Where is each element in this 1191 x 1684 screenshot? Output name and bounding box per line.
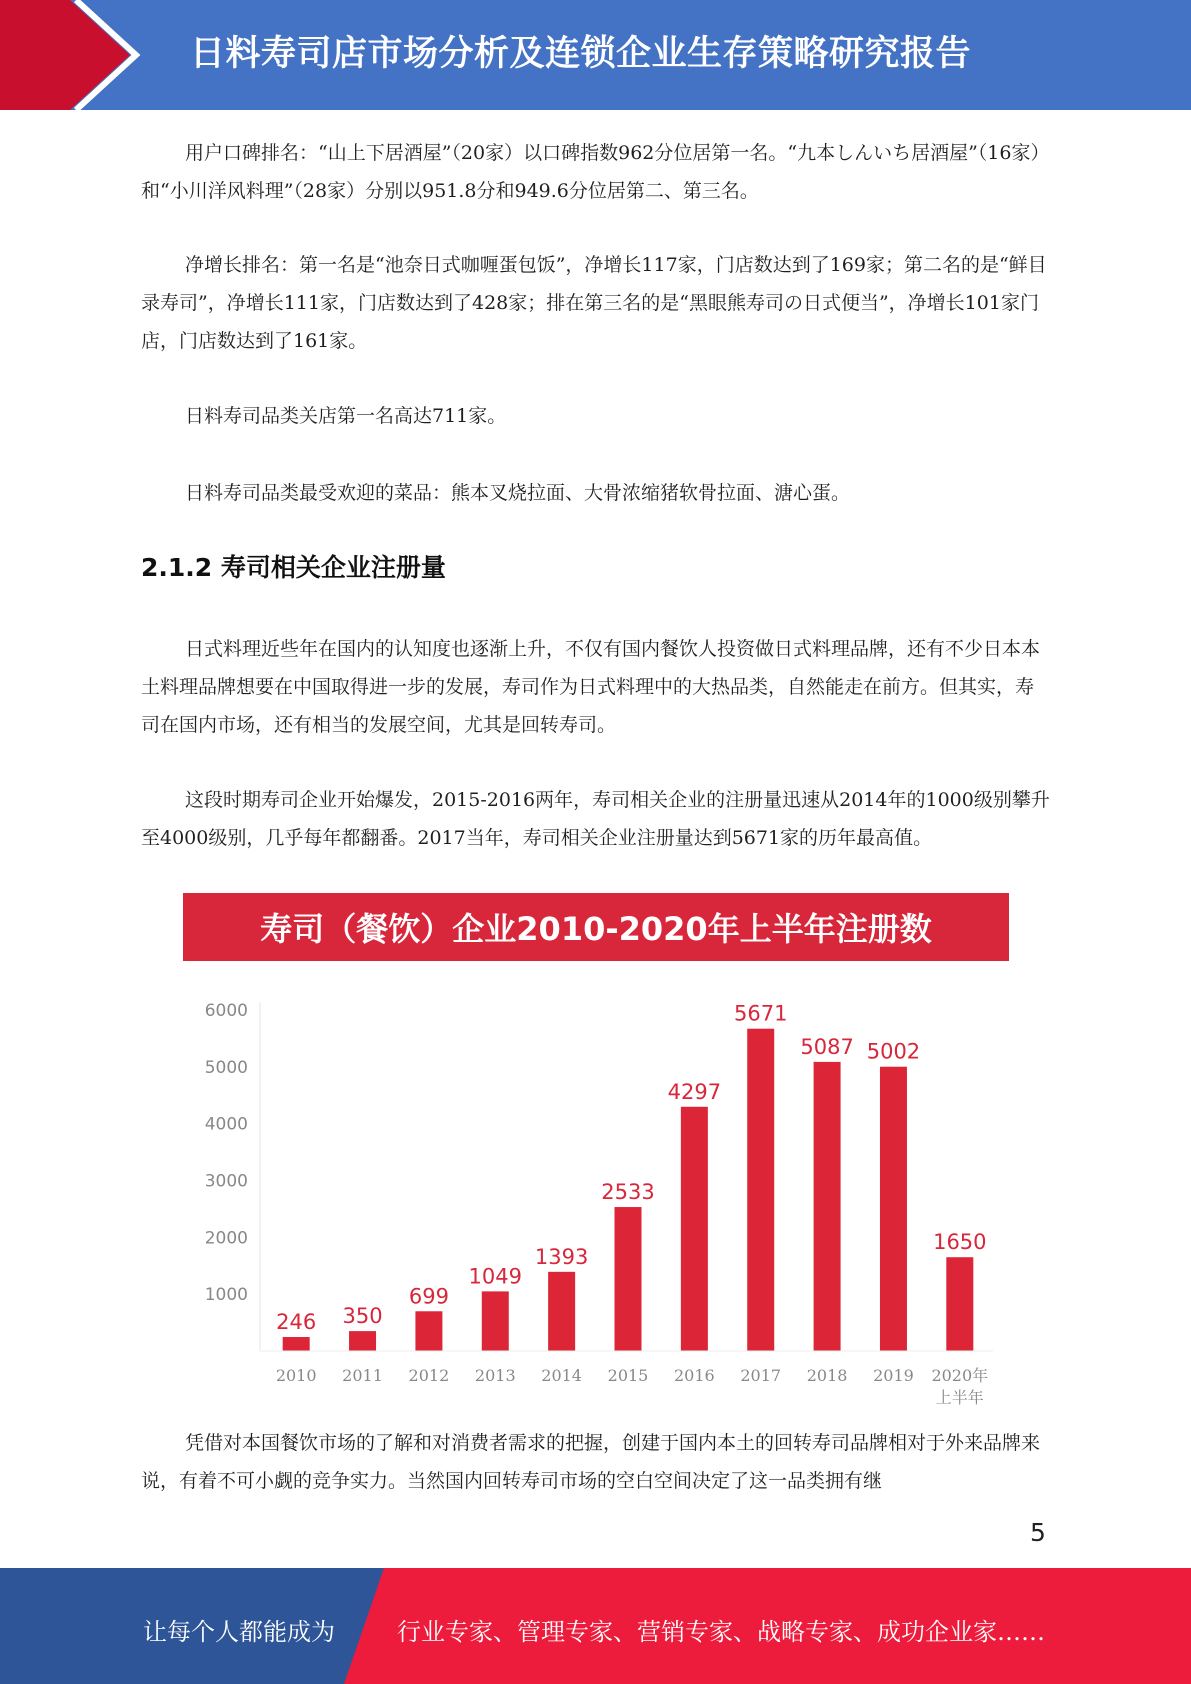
data-label: 5671 xyxy=(734,1001,788,1026)
x-tick-label: 2018 xyxy=(806,1366,848,1385)
paragraph-popular-dishes: 日料寿司品类最受欢迎的菜品：熊本叉烧拉面、大骨浓缩猪软骨拉面、溏心蛋。 xyxy=(185,482,851,504)
y-tick-label: 6000 xyxy=(204,1001,248,1021)
data-label: 699 xyxy=(408,1284,449,1309)
data-label: 4297 xyxy=(667,1079,722,1104)
bar-2016 xyxy=(681,1107,708,1351)
data-label: 246 xyxy=(276,1310,317,1335)
bar-2013 xyxy=(482,1291,509,1351)
data-label: 5002 xyxy=(866,1039,921,1064)
y-tick-label: 4000 xyxy=(204,1114,248,1135)
y-tick-label: 5000 xyxy=(204,1057,248,1078)
bar-2017 xyxy=(747,1029,774,1351)
y-tick-label: 3000 xyxy=(204,1171,248,1192)
x-tick-label: 2015 xyxy=(607,1366,649,1385)
data-label: 1049 xyxy=(468,1264,522,1289)
bar-2015 xyxy=(615,1207,642,1351)
x-tick-label: 2013 xyxy=(474,1366,516,1385)
bar-2010 xyxy=(283,1337,310,1351)
data-label: 2533 xyxy=(601,1180,655,1205)
header-arrow-decoration xyxy=(0,0,150,110)
x-tick-label: 2016 xyxy=(674,1366,715,1385)
paragraph-reputation-ranking: 用户口碑排名：“山上下居酒屋”（20家）以口碑指数962分位居第一名。“九本しんいち居酒屋”（16家）和“小川洋风料理”（28家）分别以951.8分和949.6分位居第二、第三名。 xyxy=(141,142,1050,202)
report-title: 日料寿司店市场分析及连锁企业生存策略研究报告 xyxy=(190,34,972,74)
bar-2020年上半年 xyxy=(946,1257,973,1351)
data-label: 5087 xyxy=(800,1034,854,1059)
x-tick-label: 2020年上半年 xyxy=(931,1366,989,1407)
bar-2019 xyxy=(880,1067,907,1351)
data-label: 1650 xyxy=(933,1230,987,1255)
bar-chart xyxy=(183,975,1009,1415)
footer-slogan-left: 让每个人都能成为 xyxy=(143,1618,335,1646)
paragraph-growth-ranking: 净增长排名：第一名是“池奈日式咖喱蛋包饭”，净增长117家，门店数达到了169家；第二名的是“鲜目录寿司”，净增长111家，门店数达到了428家；排在第三名的是“黑眼熊寿司の日式便当”，净增长101家门店，门店数达到了161家。 xyxy=(141,254,1047,352)
bar-2018 xyxy=(814,1062,841,1351)
y-tick-label: 2000 xyxy=(204,1228,248,1249)
y-tick-label: 1000 xyxy=(204,1285,248,1306)
paragraph-registration-growth: 这段时期寿司企业开始爆发，2015-2016两年，寿司相关企业的注册量迅速从2014年的1000级别攀升至4000级别，几乎每年都翻番。2017当年，寿司相关企业注册量达到5671家的历年最高值。 xyxy=(141,789,1050,849)
chart-title: 寿司（餐饮）企业2010-2020年上半年注册数 xyxy=(260,910,932,948)
x-tick-label: 2014 xyxy=(541,1366,582,1385)
bar-2011 xyxy=(349,1331,376,1351)
x-tick-label: 2011 xyxy=(342,1366,383,1385)
x-tick-label: 2019 xyxy=(873,1366,914,1385)
data-label: 350 xyxy=(342,1304,383,1329)
bar-2012 xyxy=(415,1311,442,1351)
paragraph-local-brands: 凭借对本国餐饮市场的了解和对消费者需求的把握，创建于国内本土的回转寿司品牌相对于外来品牌来说，有着不可小觑的竞争实力。当然国内回转寿司市场的空白空间决定了这一品类拥有继 xyxy=(141,1432,1041,1492)
paragraph-closures: 日料寿司品类关店第一名高达711家。 xyxy=(185,405,507,427)
page-number: 5 xyxy=(1030,1518,1046,1547)
chart-title-banner xyxy=(183,893,1009,961)
footer-slogan-right: 行业专家、管理专家、营销专家、战略专家、成功企业家…… xyxy=(397,1618,1045,1646)
x-tick-label: 2017 xyxy=(740,1366,782,1385)
data-label: 1393 xyxy=(534,1244,589,1269)
bar-2014 xyxy=(548,1272,575,1351)
section-heading: 2.1.2 寿司相关企业注册量 xyxy=(141,553,446,582)
x-tick-label: 2012 xyxy=(408,1366,450,1385)
paragraph-japanese-cuisine: 日式料理近些年在国内的认知度也逐渐上升，不仅有国内餐饮人投资做日式料理品牌，还有不少日本本土料理品牌想要在中国取得进一步的发展，寿司作为日式料理中的大热品类，自然能走在前方。但其实，寿司在国内市场，还有相当的发展空间，尤其是回转寿司。 xyxy=(141,638,1041,736)
page-header xyxy=(0,0,1191,110)
x-tick-label: 2010 xyxy=(275,1366,317,1385)
